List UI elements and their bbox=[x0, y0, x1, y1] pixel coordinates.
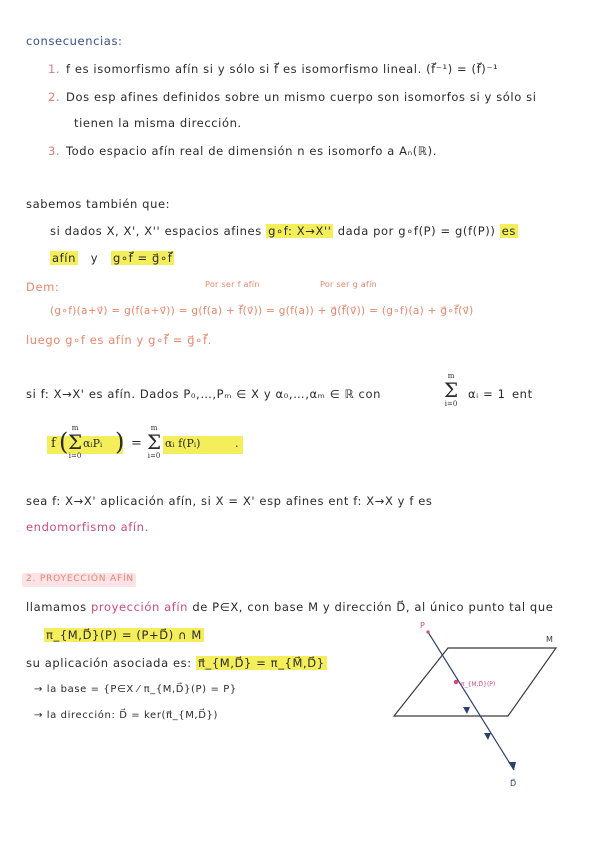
item-3-number: 3. bbox=[48, 144, 61, 158]
assoc-highlight: π⃗_{M,D⃗} = π_{M⃗,D⃗} bbox=[198, 656, 325, 670]
endomorfismo-line1: sea f: X→X' aplicación afín, si X = X' esp afines ent f: X→X y f es bbox=[26, 494, 433, 508]
formula-sum-right: m Σ i=0 bbox=[147, 424, 162, 460]
label-projection: π_{M,D⃗}(P) bbox=[461, 681, 496, 688]
sum-symbol-condition: m Σ i=0 bbox=[444, 372, 459, 408]
item-1-text: f es isomorfismo afín si y sólo si f⃗ es isomorfismo lineal. (f⃗⁻¹) = (f⃗)⁻¹ bbox=[66, 62, 499, 76]
composicion-y: y bbox=[90, 251, 99, 265]
luego-line: luego g∘f es afín y g∘f⃗ = g⃗∘f⃗. bbox=[26, 333, 212, 347]
note-f-afin: Por ser f afín bbox=[205, 280, 260, 289]
composicion-linear-highlight: g∘f⃗ = g⃗∘f⃗ bbox=[112, 251, 173, 265]
combinacion-line: si f: X→X' es afín. Dados P₀,…,Pₘ ∈ X y α₀,…,αₘ ∈ ℝ con bbox=[26, 387, 381, 401]
def-prefix: llamamos bbox=[26, 600, 87, 614]
formula-eq: = bbox=[131, 436, 142, 451]
composicion-definition: dada por g∘f(P) = g(f(P)) bbox=[337, 224, 496, 238]
endomorfismo-line2: endomorfismo afín. bbox=[26, 520, 149, 534]
label-D: D⃗ bbox=[510, 779, 517, 788]
composicion-es: es bbox=[501, 224, 516, 238]
item-2-line1: Dos esp afines definidos sobre un mismo cuerpo son isomorfos si y sólo si bbox=[66, 90, 537, 104]
formula-sum-left: m Σ i=0 bbox=[68, 424, 83, 460]
ent-word: ent bbox=[512, 387, 533, 401]
affine-combination-formula: f ( m Σ i=0 αᵢPᵢ ) = m Σ i=0 αᵢ f(Pᵢ) . bbox=[47, 428, 247, 464]
consecuencias-heading: consecuencias: bbox=[26, 34, 123, 48]
base-line: → la base = {P∈X ⁄ π_{M,D⃗}(P) = P} bbox=[34, 684, 237, 695]
dem-label: Dem: bbox=[26, 280, 60, 294]
formula-f: f bbox=[51, 436, 56, 451]
item-2-line2: tienen la misma dirección. bbox=[74, 116, 242, 130]
composicion-map-highlight: g∘f: X→X'' bbox=[268, 224, 332, 238]
formula-inner: αᵢPᵢ bbox=[83, 437, 103, 450]
mid-arrow-1 bbox=[463, 707, 470, 714]
composicion-intro: sabemos también que: bbox=[26, 197, 171, 211]
sum-bottom: i=0 bbox=[444, 400, 458, 408]
def-term: proyección afín bbox=[90, 600, 189, 614]
def-rest: de P∈X, con base M y dirección D⃗, al único punto tal que bbox=[192, 600, 554, 614]
sum-condition: αᵢ = 1 bbox=[468, 387, 506, 401]
label-M: M bbox=[546, 635, 553, 644]
direction-arrowhead bbox=[508, 762, 516, 770]
direction-line-D bbox=[428, 632, 514, 770]
proyeccion-formula-highlight: π_{M,D⃗}(P) = (P+D⃗) ∩ M bbox=[46, 628, 202, 642]
label-P: P bbox=[420, 621, 425, 630]
mid-arrow-2 bbox=[484, 733, 491, 740]
composicion-prefix: si dados X, X', X'' espacios afines bbox=[50, 224, 262, 238]
formula-rhs: αᵢ f(Pᵢ) bbox=[165, 437, 201, 450]
note-g-afin: Por ser g afín bbox=[320, 280, 378, 289]
dem-equation: (g∘f)(a+v⃗) = g(f(a+v⃗)) = g(f(a) + f⃗(v⃗)) = g(f(a)) + g⃗(f⃗(v⃗)) = (g∘f)(a) + g⃗∘f⃗(v⃗) bbox=[50, 305, 474, 317]
projection-point bbox=[454, 680, 458, 684]
sum-top: m bbox=[447, 372, 455, 380]
assoc-prefix: su aplicación asociada es: bbox=[26, 656, 192, 670]
composicion-afin: afín bbox=[52, 251, 76, 265]
formula-dot: . bbox=[235, 437, 239, 450]
item-1-number: 1. bbox=[48, 62, 61, 76]
section-title: 2. PROYECCIÓN AFÍN bbox=[26, 574, 134, 584]
point-P bbox=[426, 630, 429, 633]
item-3-text: Todo espacio afín real de dimensión n es isomorfo a Aₙ(ℝ). bbox=[66, 144, 437, 158]
item-2-number: 2. bbox=[48, 90, 61, 104]
direction-line: → la dirección: D⃗ = ker(π⃗_{M,D⃗}) bbox=[34, 710, 218, 721]
